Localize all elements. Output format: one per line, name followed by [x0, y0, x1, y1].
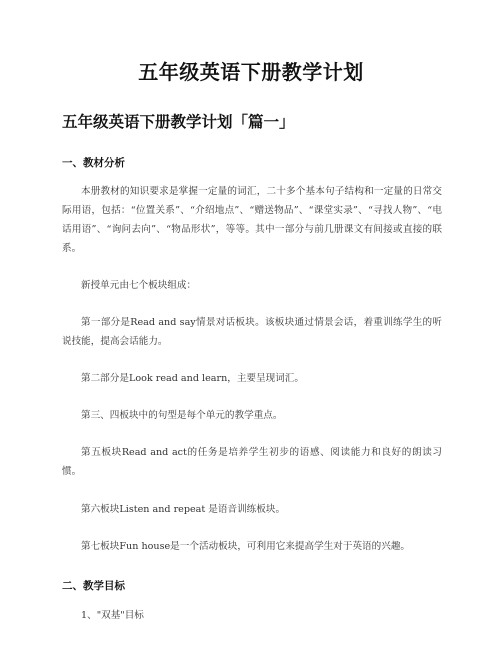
section-heading-textbook-analysis: 一、教材分析	[62, 157, 125, 169]
paragraph-part-five: 第五板块Read and act的任务是培养学生初步的语感、阅读能力和良好的朗读习惯。	[62, 447, 442, 477]
paragraph-part-six: 第六板块Listen and repeat 是语音训练板块。	[81, 504, 286, 515]
paragraph-unit-structure: 新授单元由七个板块组成：	[81, 280, 197, 291]
document-title: 五年级英语下册教学计划	[138, 60, 364, 84]
paragraph-basic-goals: 1、"双基"目标	[81, 610, 144, 621]
paragraph-textbook-requirements: 本册教材的知识要求是掌握一定量的词汇，二十多个基本句子结构和一定量的日常交际用语，包括：“位置关系”、“介绍地点”、“赠送物品”、“课堂实录”、“寻找人物”、“电话用语”、“询问去向”、“物品形状”，等等。其中一部分与前几册课文有间接或直接的联系。	[62, 186, 442, 254]
paragraph-parts-three-four: 第三、四板块中的句型是每个单元的教学重点。	[81, 410, 283, 421]
paragraph-part-two: 第二部分是Look read and learn，主要呈现词汇。	[81, 373, 304, 384]
paragraph-part-one: 第一部分是Read and say情景对话板块。该板块通过情景会话，着重训练学生的听说技能，提高会话能力。	[62, 317, 442, 347]
section-heading-teaching-goals: 二、教学目标	[62, 580, 125, 592]
paragraph-part-seven: 第七板块Fun house是一个活动板块，可利用它来提高学生对于英语的兴趣。	[81, 541, 411, 552]
document-subtitle: 五年级英语下册教学计划「篇一」	[62, 113, 295, 131]
